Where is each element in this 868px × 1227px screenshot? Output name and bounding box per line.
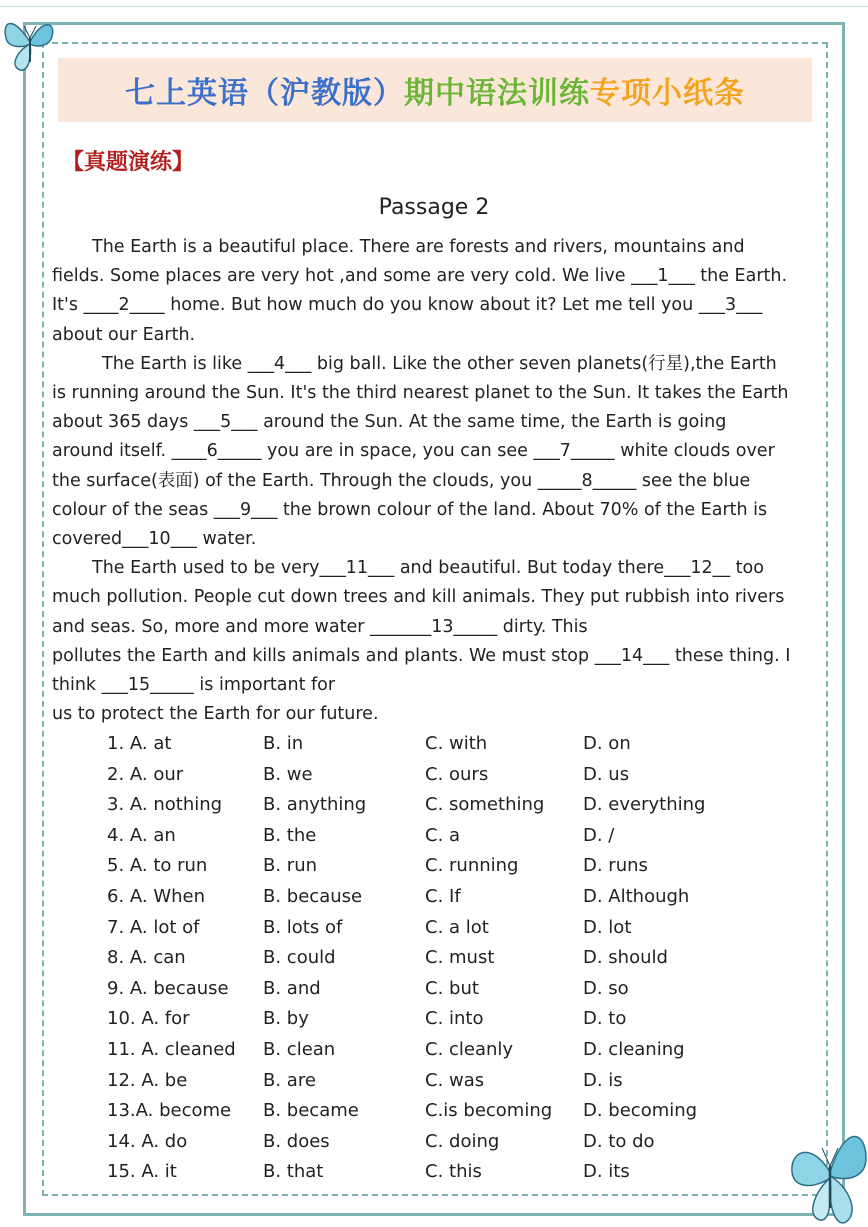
option-c: C. doing [425, 1130, 500, 1152]
passage-title: Passage 2 [378, 195, 490, 220]
title-banner [58, 58, 812, 122]
option-c: C. ours [425, 763, 489, 785]
option-a: 9. A. because [107, 977, 229, 999]
option-a: 5. A. to run [107, 855, 208, 877]
section-label: 【真题演练】 [62, 150, 195, 175]
passage-line: us to protect the Earth for our future. [52, 704, 379, 725]
option-a: 6. A. When [107, 885, 206, 907]
option-c: C. If [425, 885, 461, 907]
passage-line: think ___15_____ is important for [52, 675, 336, 696]
option-d: D. / [583, 824, 615, 846]
option-row [0, 760, 868, 791]
option-row [0, 790, 868, 821]
option-row [0, 1127, 868, 1158]
option-a: 13.A. become [107, 1100, 232, 1122]
passage-line: The Earth is a beautiful place. There are forests and rivers, mountains and [92, 237, 745, 257]
option-b: B. and [263, 977, 321, 999]
option-row [0, 943, 868, 974]
option-row [0, 729, 868, 760]
option-b: B. that [263, 1161, 324, 1183]
option-row [0, 913, 868, 944]
option-a: 11. A. cleaned [107, 1038, 236, 1060]
option-a: 10. A. for [107, 1008, 190, 1030]
option-d: D. us [583, 763, 630, 785]
option-b: B. because [263, 885, 363, 907]
option-c: C.is becoming [425, 1100, 553, 1122]
option-b: B. are [263, 1069, 316, 1091]
option-a: 4. A. an [107, 824, 176, 846]
option-d: D. on [583, 733, 631, 754]
option-b: B. run [263, 855, 318, 877]
option-a: 15. A. it [107, 1161, 177, 1183]
option-row [0, 882, 868, 913]
option-a: 8. A. can [107, 947, 186, 969]
passage-line: colour of the seas ___9___ the brown colour of the land. About 70% of the Earth is [52, 499, 768, 520]
option-c: C. cleanly [425, 1038, 514, 1060]
passage-line: The Earth used to be very___11___ and beautiful. But today there___12__ too [92, 558, 764, 579]
passage-line: the surface(表面) of the Earth. Through the clouds, you _____8_____ see the blue [52, 470, 751, 491]
option-b: B. lots of [263, 916, 343, 938]
option-row [0, 1157, 868, 1188]
option-c: C. this [425, 1161, 482, 1183]
title-part-publisher: 七上英语（沪教版） [125, 76, 404, 111]
option-d: D. Although [583, 885, 690, 907]
option-c: C. something [425, 794, 545, 816]
passage-line: pollutes the Earth and kills animals and plants. We must stop ___14___ these thing. I [52, 645, 791, 666]
option-row [0, 1096, 868, 1127]
option-c: C. with [425, 733, 488, 754]
option-a: 12. A. be [107, 1069, 188, 1091]
option-b: B. does [263, 1130, 330, 1152]
title-part-topic: 期中语法训练 [404, 76, 590, 111]
passage-line: The Earth is like ___4___ big ball. Like the other seven planets(行星),the Earth [102, 353, 777, 374]
answer-options [0, 729, 868, 1188]
option-row [0, 1035, 868, 1066]
option-c: C. must [425, 947, 495, 969]
option-c: C. a lot [425, 916, 489, 938]
passage-line: It's ____2____ home. But how much do you know about it? Let me tell you ___3___ [52, 295, 763, 316]
option-a: 2. A. our [107, 763, 184, 785]
passage-line: around itself. ____6_____ you are in space, you can see ___7_____ white clouds over [52, 441, 775, 462]
option-d: D. its [583, 1161, 630, 1183]
option-a: 1. A. at [107, 733, 172, 754]
option-d: D. becoming [583, 1100, 698, 1122]
option-a: 3. A. nothing [107, 794, 223, 816]
option-row [0, 974, 868, 1005]
option-row [0, 821, 868, 852]
passage-line: covered___10___ water. [52, 529, 257, 550]
option-b: B. could [263, 947, 336, 969]
option-b: B. anything [263, 794, 367, 816]
top-divider [0, 6, 868, 7]
option-d: D. to do [583, 1130, 655, 1152]
passage-line: and seas. So, more and more water _______13_____ dirty. This [52, 616, 588, 637]
title-part-type: 专项小纸条 [590, 76, 745, 111]
passage-line: about 365 days ___5___ around the Sun. At the same time, the Earth is going [52, 412, 727, 433]
option-d: D. is [583, 1069, 623, 1091]
option-a: 14. A. do [107, 1130, 188, 1152]
passage-line: fields. Some places are very hot ,and some are very cold. We live ___1___ the Earth. [52, 266, 788, 287]
option-row [0, 1066, 868, 1097]
passage-line: much pollution. People cut down trees and kill animals. They put rubbish into rivers [52, 587, 785, 608]
option-d: D. everything [583, 794, 706, 816]
option-a: 7. A. lot of [107, 916, 200, 938]
option-row [0, 851, 868, 882]
option-d: D. so [583, 977, 629, 999]
passage-text [52, 233, 820, 729]
option-c: C. but [425, 977, 479, 999]
option-b: B. clean [263, 1038, 336, 1060]
option-c: C. a [425, 824, 461, 846]
butterfly-icon [2, 8, 58, 74]
option-d: D. cleaning [583, 1038, 685, 1060]
passage-line: about our Earth. [52, 324, 196, 345]
option-b: B. the [263, 824, 317, 846]
option-d: D. should [583, 947, 668, 969]
option-row [0, 1004, 868, 1035]
option-d: D. to [583, 1008, 627, 1030]
option-d: D. lot [583, 916, 632, 938]
option-b: B. we [263, 763, 313, 785]
passage-line: is running around the Sun. It's the third nearest planet to the Sun. It takes the Earth [52, 383, 789, 404]
option-b: B. in [263, 733, 304, 754]
option-c: C. into [425, 1008, 484, 1030]
option-b: B. by [263, 1008, 309, 1030]
option-c: C. running [425, 855, 519, 877]
option-d: D. runs [583, 855, 648, 877]
option-b: B. became [263, 1100, 359, 1122]
option-c: C. was [425, 1069, 485, 1091]
